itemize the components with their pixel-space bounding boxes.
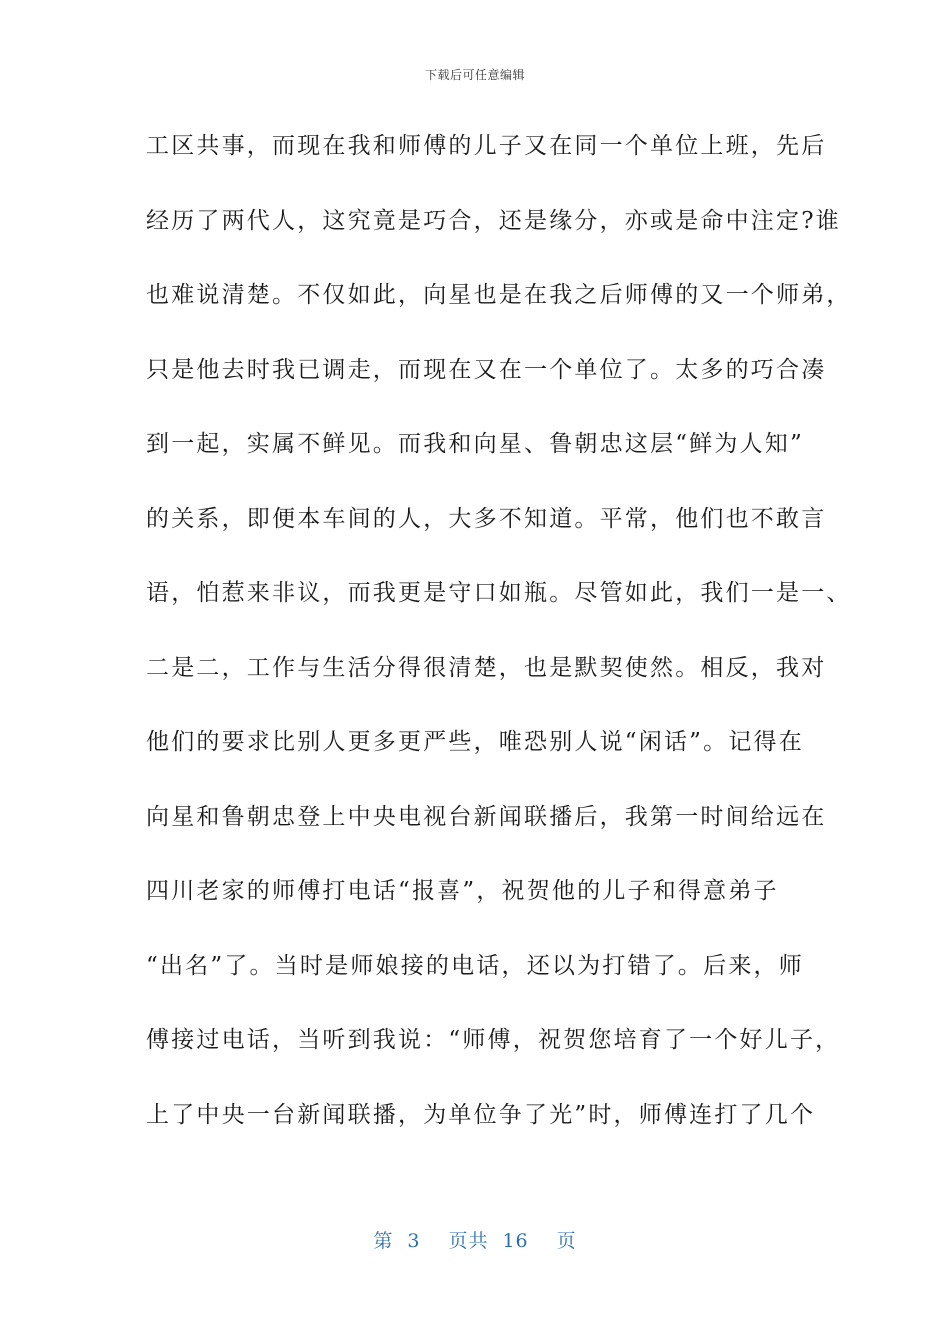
text-line: 只是他去时我已调走，而现在又在一个单位了。太多的巧合凑 xyxy=(146,356,827,383)
text-line: 也难说清楚。不仅如此，向星也是在我之后师傅的又一个师弟， xyxy=(146,282,852,308)
text-line: 经历了两代人，这究竟是巧合，还是缘分，亦或是命中注定?谁 xyxy=(146,207,841,234)
footer-prefix: 第 xyxy=(373,1230,394,1252)
footer-current-page: 3 xyxy=(407,1230,421,1252)
page-footer xyxy=(0,1226,950,1253)
text-line: 向星和鲁朝忠登上中央电视台新闻联播后，我第一时间给远在 xyxy=(146,803,827,830)
text-line: 的关系，即便本车间的人，大多不知道。平常，他们也不敢言 xyxy=(146,505,827,532)
footer-middle: 页共 xyxy=(448,1230,489,1252)
text-line: “出名”了。当时是师娘接的电话，还以为打错了。后来，师 xyxy=(146,952,804,979)
text-line: 四川老家的师傅打电话“报喜”，祝贺他的儿子和得意弟子 xyxy=(146,878,779,904)
footer-total-pages: 16 xyxy=(502,1230,529,1252)
body-text xyxy=(146,128,852,1171)
text-line: 工区共事，而现在我和师傅的儿子又在同一个单位上班，先后 xyxy=(146,133,827,159)
text-line: 二是二，工作与生活分得很清楚，也是默契使然。相反，我对 xyxy=(146,654,827,681)
text-line: 语，怕惹来非议，而我更是守口如瓶。尽管如此，我们一是一、 xyxy=(146,580,852,606)
text-line: 上了中央一台新闻联播，为单位争了光”时，师傅连打了几个 xyxy=(146,1101,816,1128)
page-header: 下载后可任意编辑 xyxy=(424,68,525,82)
text-line: 傅接过电话，当听到我说：“师傅，祝贺您培育了一个好儿子， xyxy=(146,1027,841,1053)
text-line: 到一起，实属不鲜见。而我和向星、鲁朝忠这层“鲜为人知” xyxy=(146,431,804,457)
text-line: 他们的要求比别人更多更严些，唯恐别人说“闲话”。记得在 xyxy=(146,729,804,755)
footer-suffix: 页 xyxy=(556,1230,577,1252)
